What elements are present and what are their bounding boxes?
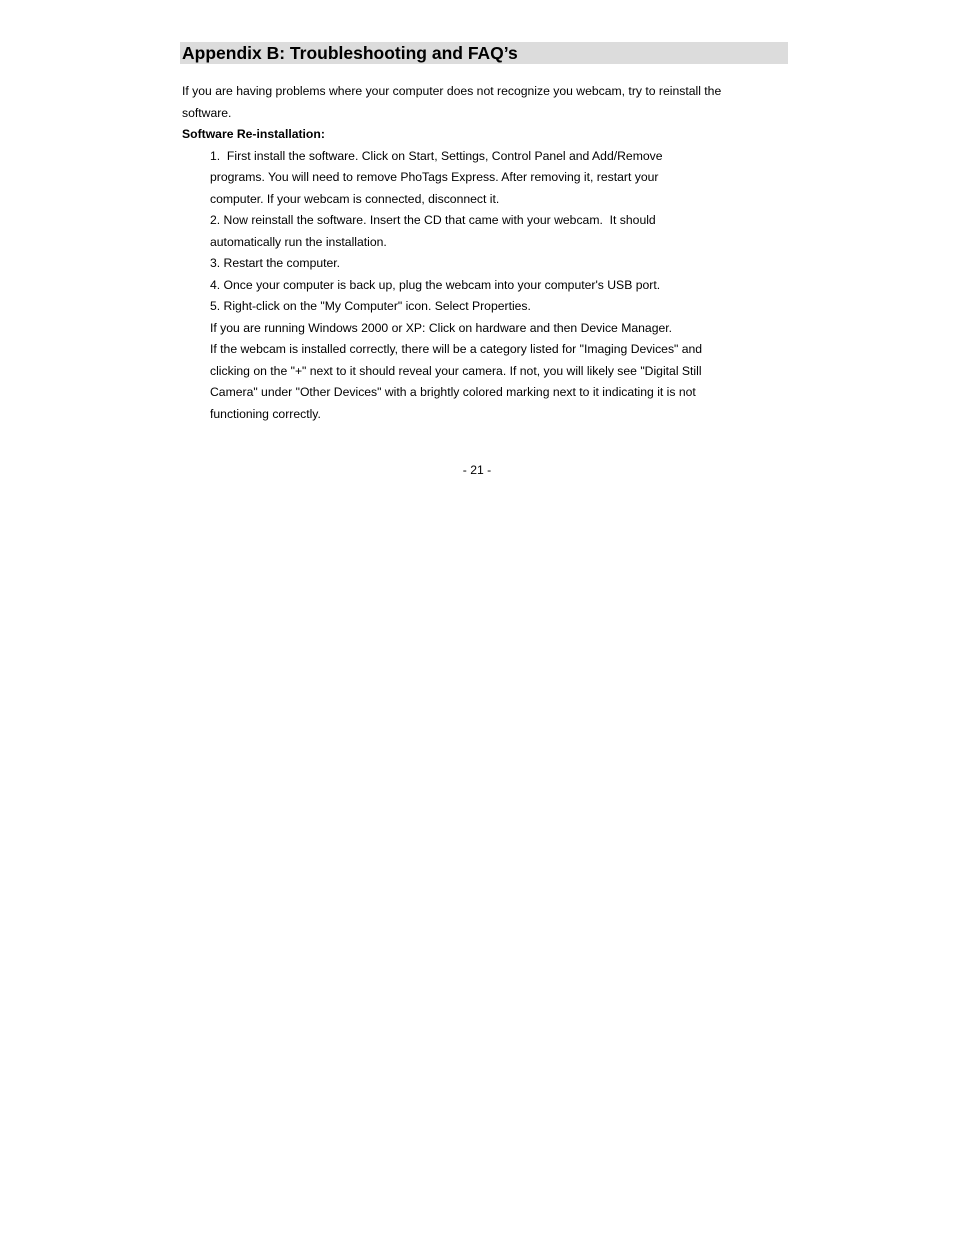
step-line: automatically run the installation.	[210, 235, 387, 249]
step-line: If the webcam is installed correctly, there will be a category listed for "Imaging Devices" and	[210, 342, 703, 356]
step-line: If you are running Windows 2000 or XP: Click on hardware and then Device Manager.	[210, 321, 673, 335]
page-number: - 21 -	[462, 463, 492, 477]
intro-line: software.	[182, 106, 232, 120]
step-line: Camera" under "Other Devices" with a brightly colored marking next to it indicating it is not	[210, 385, 696, 399]
step-line: clicking on the "+" next to it should reveal your camera. If not, you will likely see "Digital Still	[210, 364, 702, 378]
step-line: 5. Right-click on the "My Computer" icon. Select Properties.	[210, 299, 531, 313]
step-line: functioning correctly.	[210, 407, 321, 421]
step-line: programs. You will need to remove PhoTags Express. After removing it, restart your	[210, 170, 659, 184]
step-line: 3. Restart the computer.	[210, 256, 341, 270]
section-subheading: Software Re-installation:	[182, 127, 325, 141]
intro-line: If you are having problems where your computer does not recognize you webcam, try to reinstall the	[182, 84, 722, 98]
page-title: Appendix B: Troubleshooting and FAQ’s	[182, 43, 518, 63]
step-line: 2. Now reinstall the software. Insert the CD that came with your webcam. It should	[210, 213, 656, 227]
step-line: 4. Once your computer is back up, plug the webcam into your computer's USB port.	[210, 278, 661, 292]
step-line: computer. If your webcam is connected, disconnect it.	[210, 192, 500, 206]
step-line: 1. First install the software. Click on Start, Settings, Control Panel and Add/Remove	[210, 149, 663, 163]
